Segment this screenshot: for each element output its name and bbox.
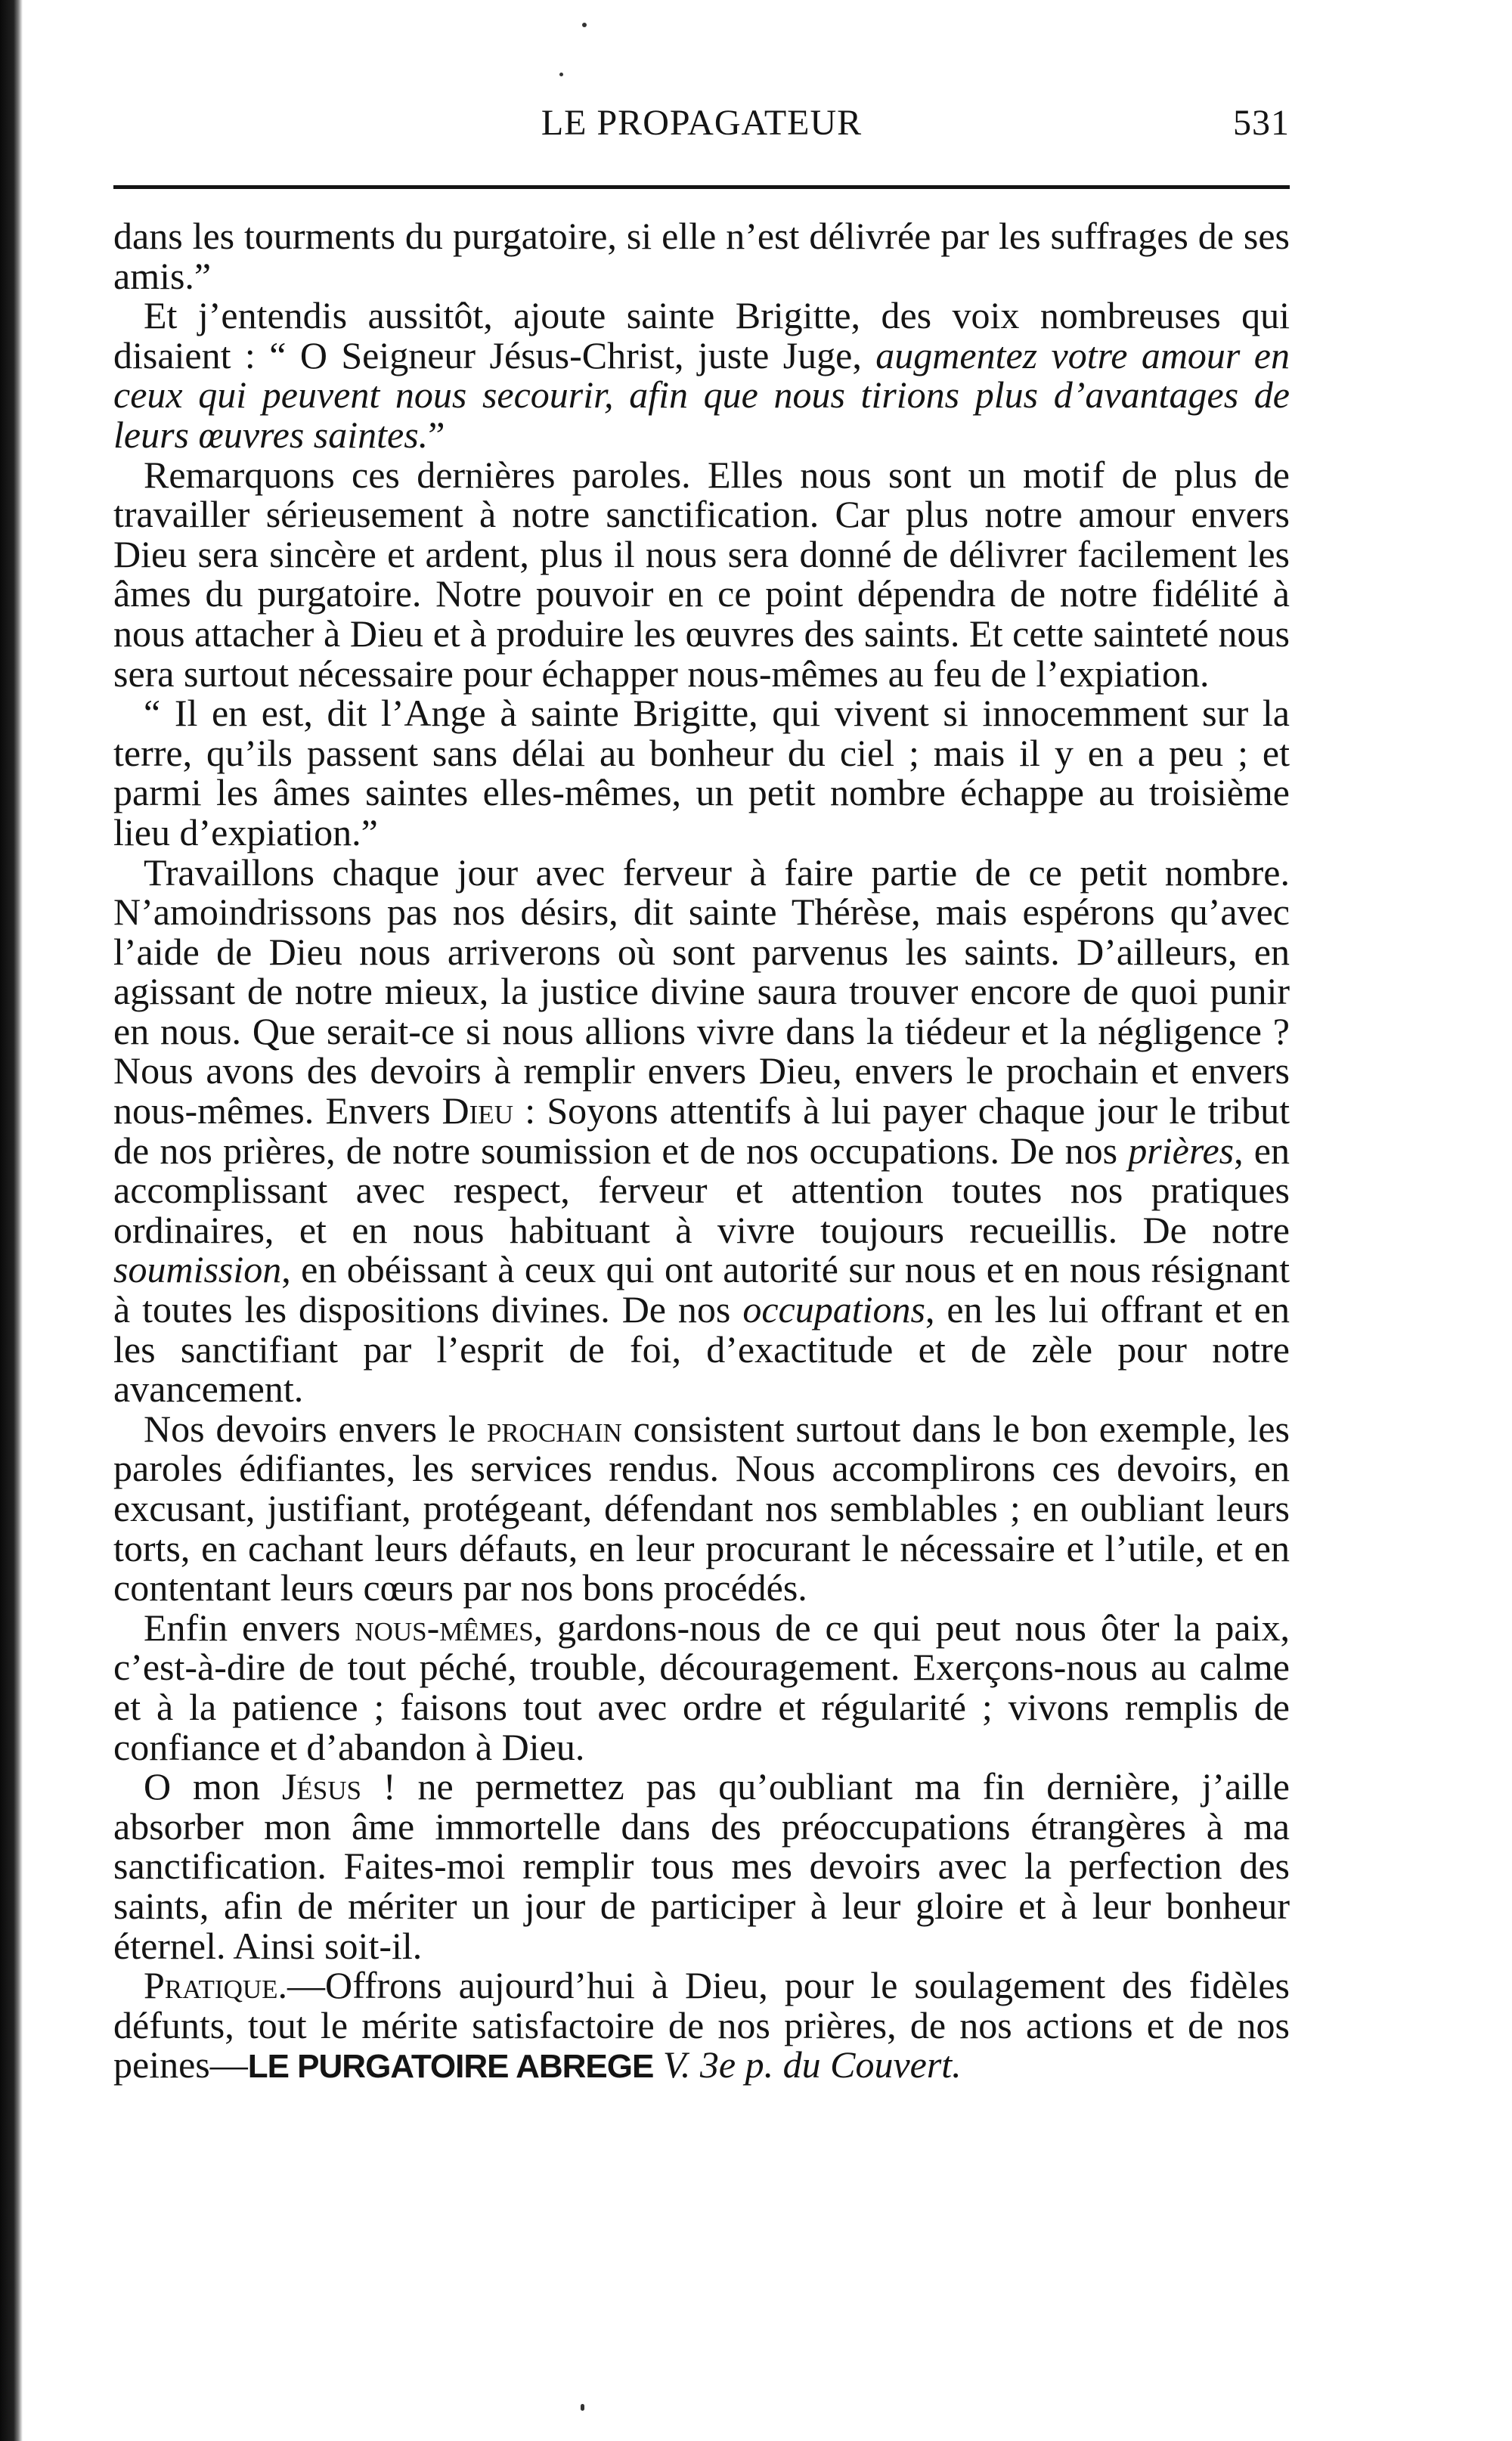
- text-run: Enfin envers: [144, 1606, 355, 1649]
- small-caps-word: Jésus: [281, 1765, 361, 1808]
- italic-word: soumission: [113, 1248, 282, 1291]
- paragraph: [113, 1608, 1290, 1767]
- small-caps-word: nous-mêmes: [355, 1606, 534, 1649]
- page-header: [113, 97, 1290, 150]
- page-number: 531: [1233, 103, 1290, 143]
- paragraph: [113, 455, 1290, 694]
- text-run: ”: [428, 413, 445, 456]
- running-head: LE PROPAGATEUR: [541, 103, 863, 143]
- text-run: consistent surtout dans le bon exemple, les paroles édifiantes, les services rendus. Nous accomplirons ces devoirs, en excusant, justifiant, protégeant, défendant nos semblables ; en oubliant leurs torts, en cachant leurs défauts, en leur procurant le nécessaire et l’utile, et en contentant leurs cœurs par nos bons procédés.: [113, 1407, 1290, 1609]
- small-caps-word: prochain: [486, 1407, 622, 1450]
- paragraph: [113, 296, 1290, 454]
- text-run: O mon: [144, 1765, 282, 1808]
- book-title-stamp: LE PURGATOIRE ABREGE: [247, 2048, 654, 2086]
- scan-left-edge: [0, 0, 23, 2441]
- text-run: Travaillons chaque jour avec ferveur à faire partie de ce petit nombre. N’amoindrissons pas nos désirs, dit sainte Thérèse, mais espérons qu’avec l’aide de Dieu nous arriverons où sont parvenus les saints. D’ailleurs, en agissant de notre mieux, la justice divine saura trouver encore de quoi punir en nous. Que serait-ce si nous allions vivre dans la tiédeur et la négligence ? Nous avons des devoirs à remplir envers Dieu, envers le prochain et envers nous-mêmes. Envers: [113, 850, 1290, 1132]
- text-run: , en accomplissant avec respect, ferveur et attention toutes nos pratiques ordinaires, et en nous habituant à vivre toujours recueillis. De notre: [113, 1129, 1290, 1251]
- paragraph: [113, 1409, 1290, 1608]
- small-caps-word: Pratique.: [144, 1964, 288, 2007]
- italic-word: occupations: [742, 1288, 925, 1331]
- text-run: dans les tourments du purgatoire, si elle n’est délivrée par les suffrages de ses amis.”: [113, 215, 1290, 297]
- paragraph: [113, 216, 1290, 296]
- paragraph: [113, 1966, 1290, 2087]
- page-body: [113, 216, 1290, 2087]
- text-run: , en les lui offrant et en les sanctifiant par l’esprit de foi, d’exactitude et de zèle pour notre avancement.: [113, 1288, 1290, 1411]
- scan-speck: [559, 73, 563, 76]
- text-run: —Offrons aujourd’hui à Dieu, pour le soulagement des fidèles défunts, tout le mérite satisfactoire de nos prières, de nos actions et de nos peines—: [113, 1964, 1290, 2086]
- scan-speck: [581, 2404, 584, 2411]
- scan-speck: [582, 23, 587, 27]
- text-run: : Soyons attentifs à lui payer chaque jour le tribut de nos prières, de notre soumission et de nos occupations. De nos: [113, 1089, 1290, 1172]
- paragraph: [113, 850, 1290, 1411]
- paragraph: [113, 1767, 1290, 1966]
- text-run: , en obéissant à ceux qui ont autorité sur nous et en nous résignant à toutes les dispositions divines. De nos: [113, 1248, 1290, 1331]
- paragraph: [113, 693, 1290, 852]
- italic-reference: V. 3e p. du Couvert.: [662, 2043, 962, 2086]
- text-run: “ Il en est, dit l’Ange à sainte Brigitte, qui vivent si innocemment sur la terre, qu’ils passent sans délai au bonheur du ciel ; mais il y en a peu ; et parmi les âmes saintes elles-mêmes, un petit nombre échappe au troisième lieu d’expiation.”: [113, 692, 1290, 853]
- italic-word: prières: [1128, 1129, 1235, 1172]
- text-run: , gardons-nous de ce qui peut nous ôter la paix, c’est-à-dire de tout péché, trouble, découragement. Exerçons-nous au calme et à la patience ; faisons tout avec ordre et régularité ; vivons remplis de confiance et d’abandon à Dieu.: [113, 1606, 1290, 1768]
- text-run: Remarquons ces dernières paroles. Elles nous sont un motif de plus de travailler sérieusement à notre sanctification. Car plus notre amour envers Dieu sera sincère et ardent, plus il nous sera donné de délivrer facilement les âmes du purgatoire. Notre pouvoir en ce point dépendra de notre fidélité à nous attacher à Dieu et à produire les œuvres des saints. Et cette sainteté nous sera surtout nécessaire pour échapper nous-mêmes au feu de l’expiation.: [113, 453, 1290, 695]
- text-run: Nos devoirs envers le: [144, 1407, 487, 1450]
- text-run: ! ne permettez pas qu’oubliant ma fin dernière, j’aille absorber mon âme immortelle dans des préoccupations étrangères à ma sanctification. Faites-moi remplir tous mes devoirs avec la perfection des saints, afin de mériter un jour de participer à leur gloire et à leur bonheur éternel. Ainsi soit-il.: [113, 1765, 1290, 1967]
- text-run: Et j’entendis aussitôt, ajoute sainte Brigitte, des voix nombreuses qui disaient : “ O Seigneur Jésus-Christ, juste Juge,: [113, 294, 1290, 376]
- italic-quote: augmentez votre amour en ceux qui peuvent nous secourir, afin que nous tirions plus d’avantages de leurs œuvres saintes.: [113, 333, 1290, 456]
- small-caps-word: Dieu: [442, 1089, 513, 1132]
- header-rule: [113, 185, 1290, 189]
